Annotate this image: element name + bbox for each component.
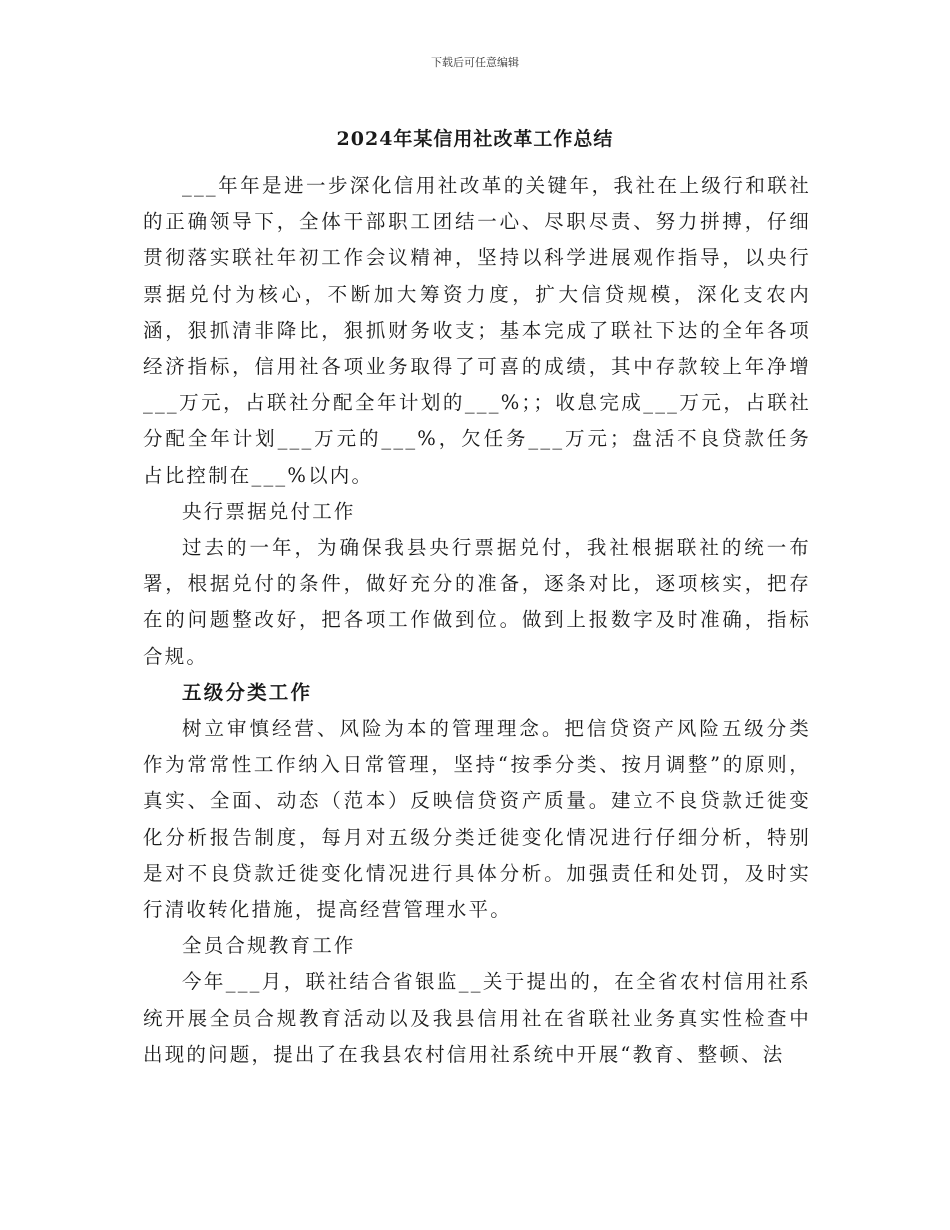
section-heading-five-level-classification: 五级分类工作 — [182, 680, 313, 704]
intro-paragraph: ___年年是进一步深化信用社改革的关键年，我社在上级行和联社的正确领导下，全体干部职工团结一心、尽职尽责、努力拼搏，仔细贯彻落实联社年初工作会议精神，坚持以科学进展观作指导，以央行票据兑付为核心，不断加大筹资力度，扩大信贷规模，深化支农内涵，狠抓清非降比，狠抓财务收支；基本完成了联社下达的全年各项经济指标，信用社各项业务取得了可喜的成绩，其中存款较上年净增___万元，占联社分配全年计划的___%；；收息完成___万元，占联社分配全年计划___万元的___%，欠任务___万元；盘活不良贷款任务占比控制在___%以内。 — [143, 174, 811, 487]
document-title: 2024年某信用社改革工作总结 — [336, 128, 614, 150]
paragraph-five-level-classification: 树立审慎经营、风险为本的管理理念。把信贷资产风险五级分类作为常常性工作纳入日常管理，坚持“按季分类、按月调整”的原则，真实、全面、动态（范本）反映信贷资产质量。建立不良贷款迁徙变化分析报告制度，每月对五级分类迁徙变化情况进行仔细分析，特别是对不良贷款迁徙变化情况进行具体分析。加强责任和处罚，及时实行清收转化措施，提高经营管理水平。 — [143, 717, 811, 922]
header-note: 下载后可任意编辑 — [431, 56, 519, 69]
paragraph-compliance-education: 今年___月，联社结合省银监__关于提出的，在全省农村信用社系统开展全员合规教育活动以及我县信用社在省联社业务真实性检查中出现的问题，提出了在我县农村信用社系统中开展“教育、整顿、法 — [143, 970, 811, 1066]
section-heading-compliance-education: 全员合规教育工作 — [182, 934, 356, 958]
document-body — [143, 168, 811, 1073]
section-heading-central-bank-bills: 央行票据兑付工作 — [182, 499, 356, 523]
paragraph-central-bank-bills: 过去的一年，为确保我县央行票据兑付，我社根据联社的统一布署，根据兑付的条件，做好充分的准备，逐条对比，逐项核实，把存在的问题整改好，把各项工作做到位。做到上报数字及时准确，指标合规。 — [143, 536, 811, 668]
